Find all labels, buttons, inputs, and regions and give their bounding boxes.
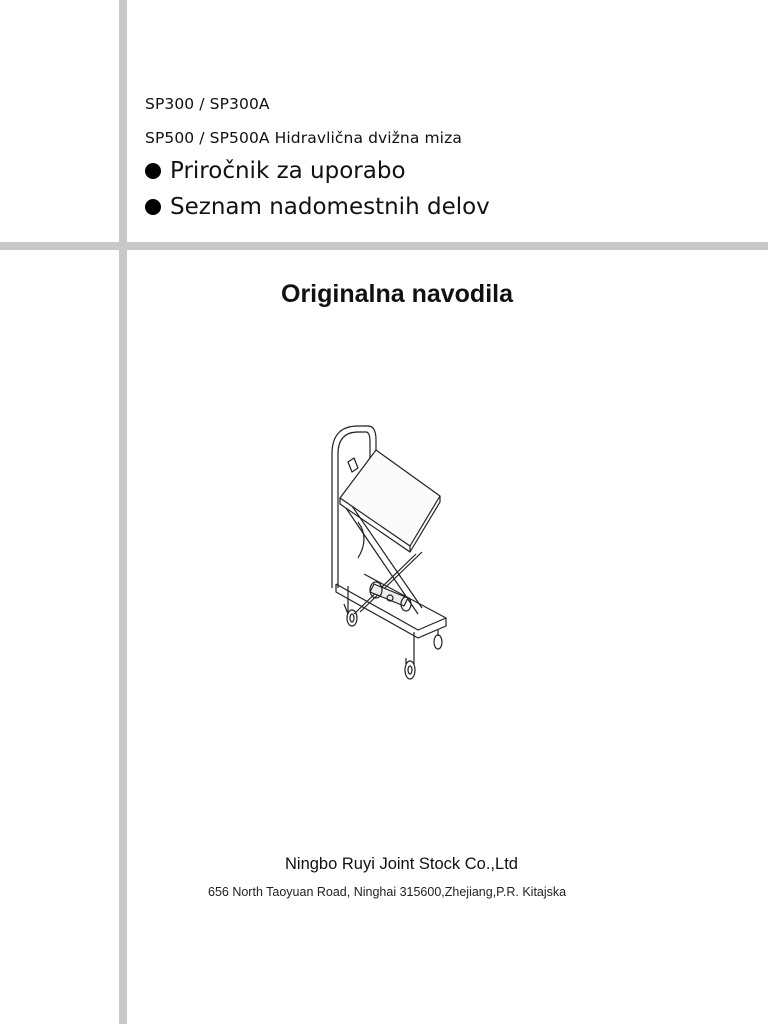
bullet-dot-icon bbox=[145, 199, 161, 215]
vertical-divider bbox=[119, 0, 127, 1024]
company-address: 656 North Taoyuan Road, Ninghai 315600,Zhejiang,P.R. Kitajska bbox=[208, 885, 567, 899]
company-name: Ningbo Ruyi Joint Stock Co.,Ltd bbox=[285, 855, 518, 873]
document-title: Originalna navodila bbox=[281, 280, 513, 308]
lift-table-illustration-icon bbox=[318, 418, 458, 693]
bullet-dot-icon bbox=[145, 163, 161, 179]
bullet-label: Priročnik za uporabo bbox=[170, 158, 406, 184]
model-line-1: SP300 / SP300A bbox=[145, 95, 270, 113]
model-line-2: SP500 / SP500A Hidravlična dvižna miza bbox=[145, 129, 462, 147]
bullet-item-parts-list bbox=[145, 194, 490, 220]
bullet-item-manual bbox=[145, 158, 406, 184]
bullet-label: Seznam nadomestnih delov bbox=[170, 194, 490, 220]
horizontal-divider bbox=[0, 242, 768, 250]
